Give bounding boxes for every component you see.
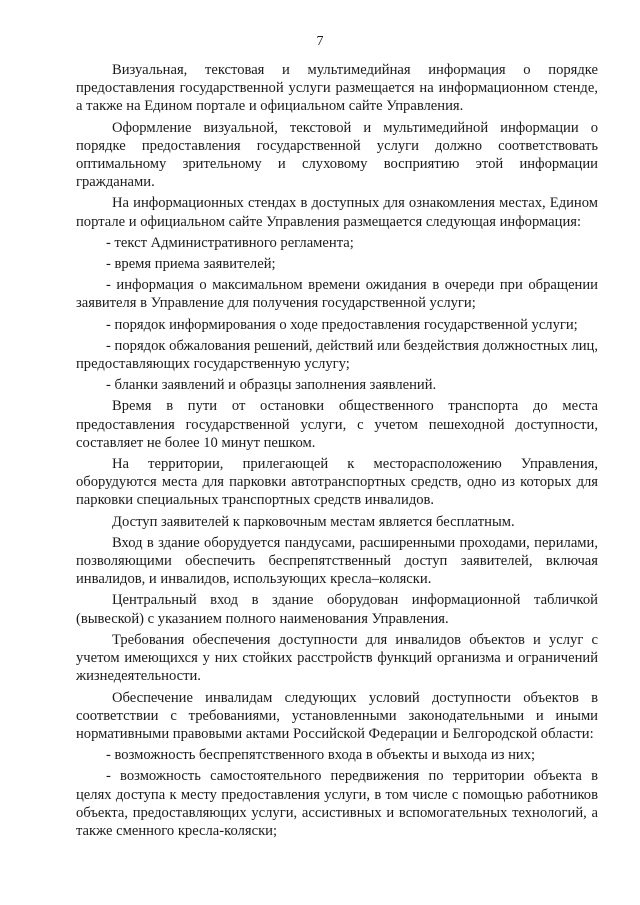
paragraph-info-placement: Визуальная, текстовая и мультимедийная информация о порядке предоставления государственной услуги размещается на информационном стенде, а также на Едином портале и официальном сайте Управления. <box>76 62 598 115</box>
paragraph-accessibility-requirements: Требования обеспечения доступности для инвалидов объектов и услуг с учетом имеющихся у них стойких расстройств функций организма и ограничений жизнедеятельности. <box>76 631 598 685</box>
list-item: - текст Административного регламента; <box>106 234 354 251</box>
paragraph-info-stands: На информационных стендах в доступных для ознакомления местах, Едином портале и официальном сайте Управления размещается следующая информация: <box>76 195 598 230</box>
paragraph-accessibility-conditions: Обеспечение инвалидам следующих условий доступности объектов в соответствии с требованиями, установленными законодательными и иными нормативными правовыми актами Российской Федерации и Белгородской области: <box>76 689 598 742</box>
list-item: - информация о максимальном времени ожидания в очереди при обращении заявителя в Управление для получения государственной услуги; <box>76 277 598 312</box>
paragraph-travel-time: Время в пути от остановки общественного транспорта до места предоставления государственной услуги, с учетом пешеходной доступности, составляет не более 10 минут пешком. <box>76 398 598 451</box>
paragraph-info-design: Оформление визуальной, текстовой и мультимедийной информации о порядке предоставления государственной услуги должно соответствовать оптимальному зрительному и слуховому восприятию этой информации гражданами. <box>76 119 598 191</box>
paragraph-parking-free: Доступ заявителей к парковочным местам является бесплатным. <box>112 513 515 530</box>
list-item: - бланки заявлений и образцы заполнения заявлений. <box>106 377 437 394</box>
list-item: - порядок информирования о ходе предоставления государственной услуги; <box>106 316 578 333</box>
list-item: - возможность беспрепятственного входа в объекты и выхода из них; <box>106 747 536 764</box>
list-item: - порядок обжалования решений, действий или бездействия должностных лиц, предоставляющих государственную услугу; <box>76 337 598 373</box>
page-number: 7 <box>316 34 324 49</box>
paragraph-entrance: Вход в здание оборудуется пандусами, расширенными проходами, перилами, позволяющими обеспечить беспрепятственный доступ заявителей, включая инвалидов, и инвалидов, использующих кресла–коляски. <box>76 534 598 588</box>
list-item: - время приема заявителей; <box>106 256 276 273</box>
list-item: - возможность самостоятельного передвижения по территории объекта в целях доступа к месту предоставления услуги, в том числе с помощью работников объекта, предоставляющих услуги, ассистивных и вспомогательных технологий, а также сменного кресла-коляски; <box>76 768 598 839</box>
document-body <box>76 61 598 840</box>
paragraph-signage: Центральный вход в здание оборудован информационной табличкой (вывеской) с указанием полного наименования Управления. <box>76 592 598 627</box>
paragraph-parking: На территории, прилегающей к месторасположению Управления, оборудуются места для парковки автотранспортных средств, одно из которых для парковки специальных транспортных средств инвалидов. <box>76 456 598 509</box>
